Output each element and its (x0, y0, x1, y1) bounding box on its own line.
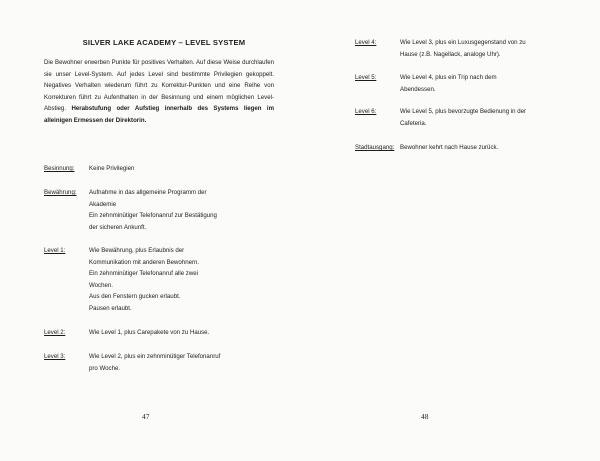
description-line: Wie Level 1, plus Carepakete von zu Hause. (89, 329, 210, 336)
description-line: Cafeteria. (400, 119, 427, 127)
intro-paragraph (44, 57, 274, 126)
page-title: SILVER LAKE ACADEMY – LEVEL SYSTEM (82, 38, 246, 47)
level-term: Level 6: (355, 108, 377, 115)
description-line: pro Woche. (89, 364, 121, 372)
level-description (400, 37, 526, 60)
description-line: Ein zehnminütiger Telefonanruf zur Bestätigung (89, 212, 217, 219)
level-term: Level 2: (44, 329, 66, 336)
level-description (89, 163, 134, 175)
description-line: der sicheren Ankunft. (89, 223, 147, 231)
description-line: Wie Level 5, plus bevorzugte Bedienung in der (400, 108, 527, 115)
page-number: 48 (421, 412, 429, 421)
description-line: Wie Level 3, plus ein Luxusgegenstand von zu (400, 39, 526, 46)
intro-text: Die Bewohner erwerben Punkte für positives Verhalten. Auf diese Weise durchlaufen sie unser Level-System. Auf jedes Level sind bestimmte Privilegien gekoppelt. Negatives Verhalten wiederum führt zu Korrektur-Punkten und eine Reihe von Korrekturen führt zu Aufenthalten in der Besinnung und einem möglichen Level-Abstieg. (44, 59, 274, 112)
level-description (400, 142, 498, 154)
description-line: Wie Bewährung, plus Erlaubnis der (89, 247, 185, 254)
level-description (89, 351, 220, 374)
level-term: Stadtausgang: (355, 144, 395, 151)
page-number: 47 (142, 412, 150, 421)
level-description (89, 327, 209, 339)
description-line: Wie Level 4, plus ein Trip nach dem (400, 74, 497, 81)
level-term: Level 1: (44, 247, 66, 254)
level-description (400, 72, 497, 95)
description-line: Bewohner kehrt nach Hause zurück. (400, 144, 499, 151)
right-page (300, 0, 600, 461)
description-line: Keine Privilegien (89, 165, 135, 172)
level-description (89, 187, 217, 233)
level-term: Besinnung: (44, 165, 75, 172)
level-term: Level 4: (355, 39, 377, 46)
level-term: Level 5: (355, 74, 377, 81)
level-description (89, 245, 199, 314)
level-description (400, 106, 526, 129)
description-line: Hause (z.B. Nagellack, analoge Uhr). (400, 50, 501, 58)
description-line: Abendessen. (400, 85, 436, 93)
description-line: Aufnahme in das allgemeine Programm der (89, 189, 207, 196)
description-line: Aus den Fenstern gucken erlaubt. (89, 293, 181, 300)
level-term: Bewährung: (44, 189, 77, 196)
description-line: Pausen erlaubt. (89, 304, 132, 312)
description-line: Akademie (89, 200, 117, 208)
level-term: Level 3: (44, 353, 66, 360)
description-line: Wie Level 2, plus ein zehnminütiger Telefonanruf (89, 353, 221, 360)
description-line: Wochen. (89, 281, 113, 289)
description-line: Kommunikation mit anderen Bewohnern. (89, 258, 200, 266)
intro-bold-text: Herabstufung oder Aufstieg innerhalb des Systems liegen im alleinigen Ermessen der Direktorin. (44, 105, 274, 124)
description-line: Ein zehnminütiger Telefonanruf alle zwei (89, 270, 198, 277)
